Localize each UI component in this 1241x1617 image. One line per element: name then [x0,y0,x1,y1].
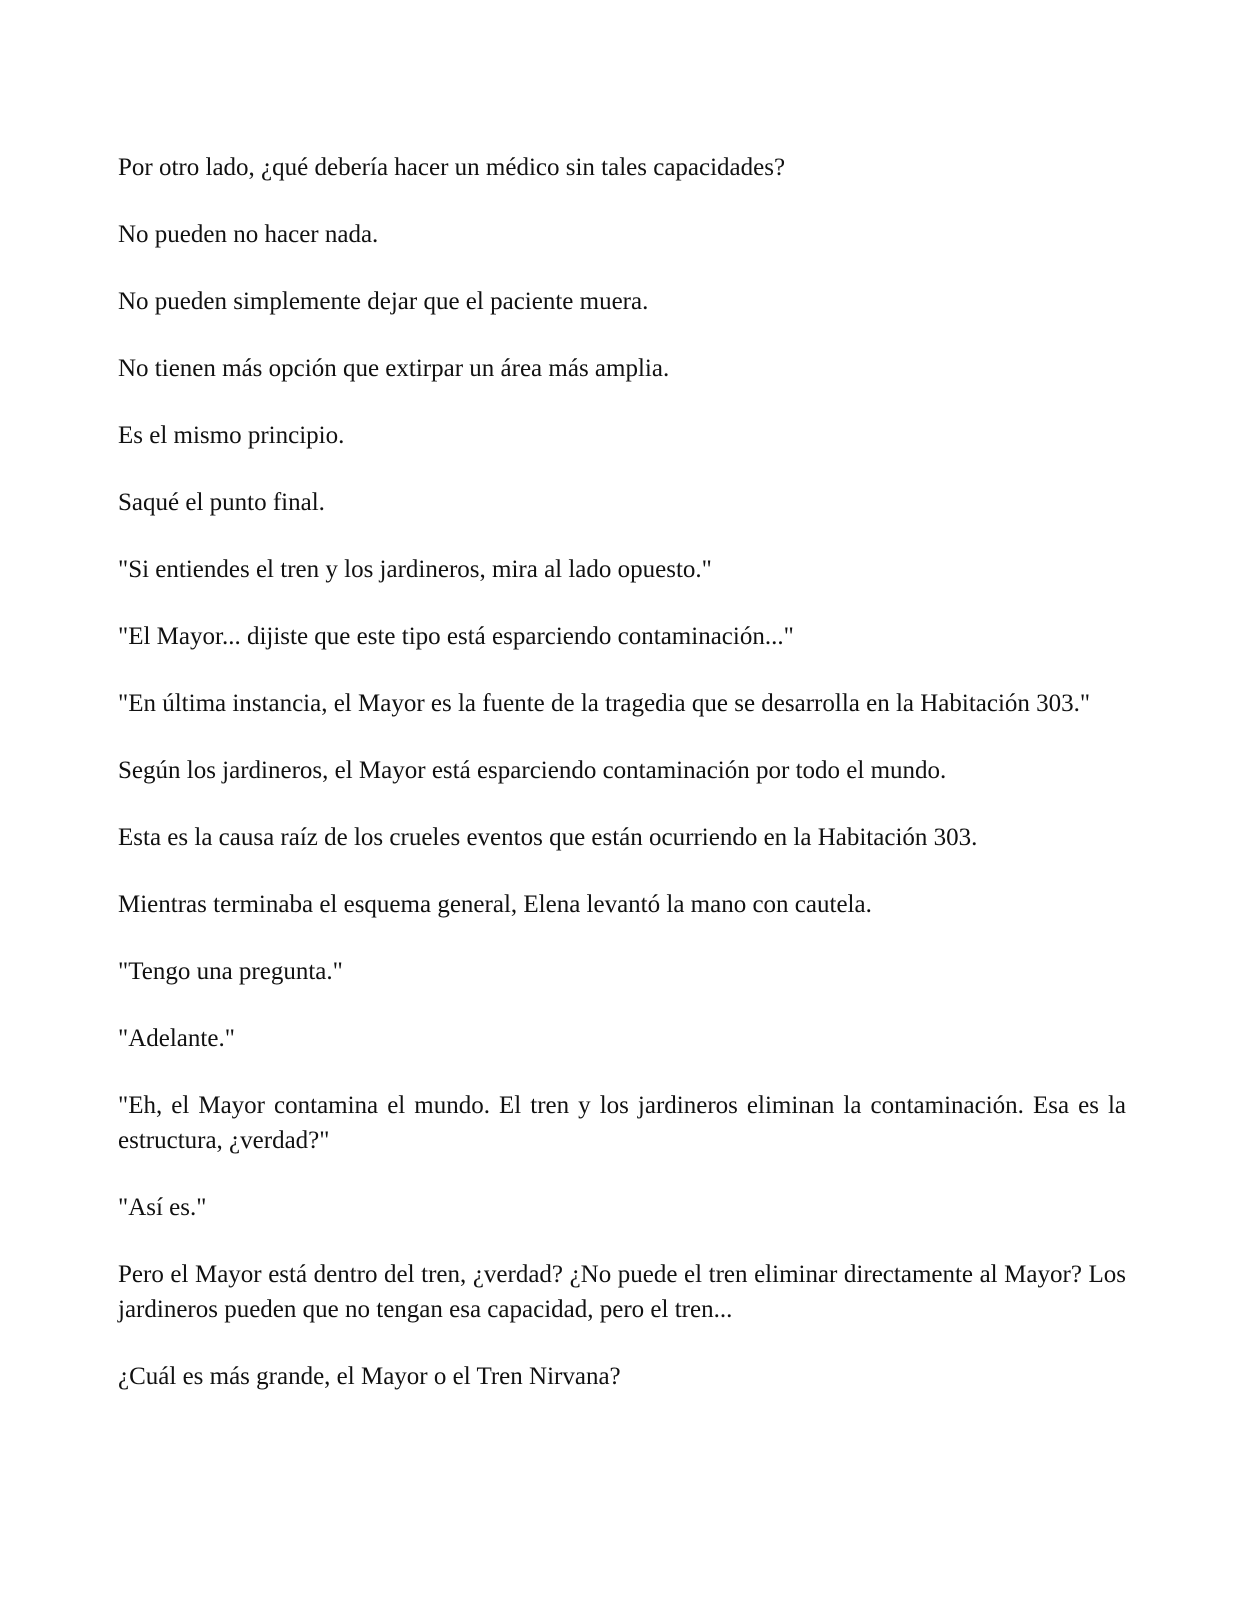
paragraph: ¿Cuál es más grande, el Mayor o el Tren Nirvana? [118,1363,621,1390]
paragraph: "Si entiendes el tren y los jardineros, mira al lado opuesto." [118,556,712,583]
paragraph: No pueden no hacer nada. [118,221,379,248]
paragraph: No pueden simplemente dejar que el paciente muera. [118,288,649,315]
paragraph: "Eh, el Mayor contamina el mundo. El tren y los jardineros eliminan la contaminación. Esa es la estructura, ¿verdad?" [118,1092,1126,1154]
paragraph: "El Mayor... dijiste que este tipo está esparciendo contaminación..." [118,623,794,650]
paragraph: "En última instancia, el Mayor es la fuente de la tragedia que se desarrolla en la Habitación 303." [118,690,1091,717]
paragraph: Según los jardineros, el Mayor está esparciendo contaminación por todo el mundo. [118,757,947,784]
paragraph: Es el mismo principio. [118,422,345,449]
paragraph: Mientras terminaba el esquema general, Elena levantó la mano con cautela. [118,891,872,918]
paragraph: "Así es." [118,1194,207,1221]
paragraph: No tienen más opción que extirpar un área más amplia. [118,355,670,382]
paragraph: Pero el Mayor está dentro del tren, ¿verdad? ¿No puede el tren eliminar directamente al Mayor? Los jardineros pueden que no tengan esa capacidad, pero el tren... [118,1261,1126,1323]
paragraph: "Adelante." [118,1025,235,1052]
paragraph: Por otro lado, ¿qué debería hacer un médico sin tales capacidades? [118,154,786,181]
paragraph: Saqué el punto final. [118,489,325,516]
paragraph: "Tengo una pregunta." [118,958,343,985]
text-body [118,150,1126,1394]
paragraph: Esta es la causa raíz de los crueles eventos que están ocurriendo en la Habitación 303. [118,824,978,851]
